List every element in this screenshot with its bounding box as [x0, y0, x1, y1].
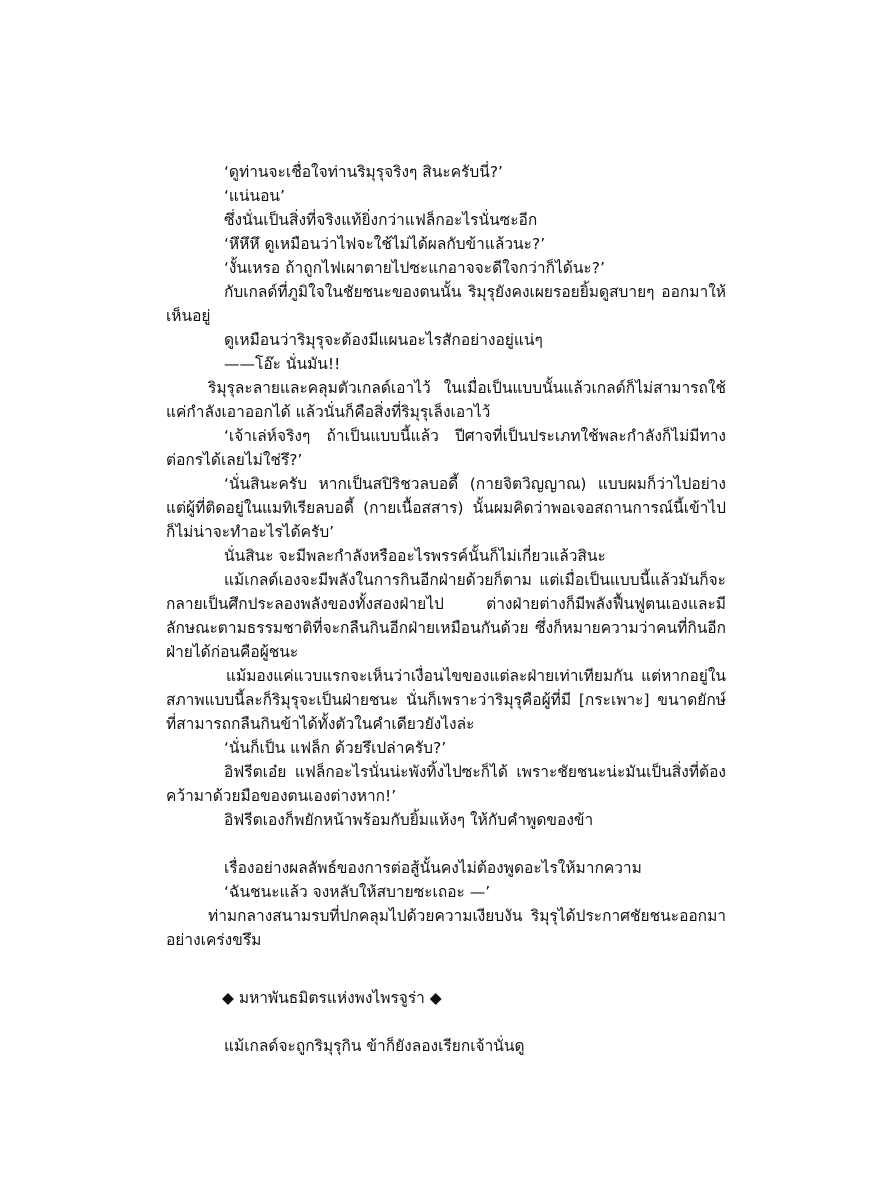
section-heading: ◆ มหาพันธมิตรแห่งพงไพรจูร่า ◆ [222, 989, 442, 1007]
narration-line: ดูเหมือนว่าริมุรุจะต้องมีแผนอะไรสักอย่างอยู่แน่ๆ [224, 331, 543, 349]
narration-line: เรื่องอย่างผลลัพธ์ของการต่อสู้นั้นคงไม่ต้องพูดอะไรให้มากความ [224, 859, 642, 877]
narration-line: กับเกลด์ที่ภูมิใจในชัยชนะของตนนั้น ริมุรุยังคงเผยรอยยิ้มดูสบายๆ ออกมาให้เห็นอยู่ [166, 283, 726, 325]
section-spacer [166, 952, 726, 986]
narration-line: อิฟรีตเองก็พยักหน้าพร้อมกับยิ้มแห้งๆ ให้กับคำพูดของข้า [224, 811, 594, 829]
dialogue-line: ‘หึหึหึ ดูเหมือนว่าไฟจะใช้ไม่ได้ผลกับข้าแล้วนะ?’ [224, 235, 546, 253]
dialogue-line: ‘แน่นอน’ [224, 187, 285, 205]
section-spacer [166, 1010, 726, 1034]
narration-line: ซึ่งนั่นเป็นสิ่งที่จริงแท้ยิ่งกว่าแฟล็กอะไรนั่นซะอีก [224, 211, 538, 229]
dialogue-line: ‘ฉันชนะแล้ว จงหลับให้สบายซะเถอะ —’ [224, 883, 491, 901]
narration-paragraph: แม้เกลด์เองจะมีพลังในการกินอีกฝ่ายด้วยก็ตาม แต่เมื่อเป็นแบบนี้แล้วมันก็จะกลายเป็นศึกประลองพลังของทั้งสองฝ่ายไป ต่างฝ่ายต่างก็มีพลังฟื้นฟูตนเองและมีลักษณะตามธรรมชาติที่จะกลืนกินอีกฝ่ายเหมือนกันด้วย ซึ่งก็หมายความว่าคนที่กินอีกฝ่ายได้ก่อนคือผู้ชนะ [166, 571, 726, 661]
narration-line: นั่นสินะ จะมีพละกำลังหรืออะไรพรรค์นั้นก็ไม่เกี่ยวแล้วสินะ [224, 547, 606, 565]
closing-paragraph: แม้เกลด์จะถูกริมุรุกิน ข้าก็ยังลองเรียกเจ้านั่นดู [224, 1037, 525, 1055]
narration-paragraph: อิฟรีตเอ๋ย แฟล็กอะไรนั่นน่ะพังทิ้งไปซะก็ได้ เพราะชัยชนะน่ะมันเป็นสิ่งที่ต้องคว้ามาด้วยมือของตนเองต่างหาก!’ [166, 763, 726, 805]
document-body [166, 160, 726, 1058]
dialogue-line: ‘นั่นก็เป็น แฟล็ก ด้วยรึเปล่าครับ?’ [224, 739, 447, 757]
dialogue-paragraph: ‘เจ้าเล่ห์จริงๆ ถ้าเป็นแบบนี้แล้ว ปีศาจที่เป็นประเภทใช้พละกำลังก็ไม่มีทางต่อกรได้เลยไม่ใช่รึ?’ [166, 427, 726, 469]
narration-paragraph: ริมุรุละลายและคลุมตัวเกลด์เอาไว้ ในเมื่อเป็นแบบนั้นแล้วเกลด์ก็ไม่สามารถใช้แค่กำลังเอาออกได้ แล้วนั่นก็คือสิ่งที่ริมุรุเล็งเอาไว้ [166, 379, 726, 421]
narration-line: ——โอ๊ะ นั่นมัน!! [224, 355, 341, 373]
narration-paragraph: แม้มองแค่แวบแรกจะเห็นว่าเงื่อนไขของแต่ละฝ่ายเท่าเทียมกัน แต่หากอยู่ในสภาพแบบนี้ละก็ริมุรุจะเป็นฝ่ายชนะ นั่นก็เพราะว่าริมุรุคือผู้ที่มี [กระเพาะ] ขนาดยักษ์ที่สามารถกลืนกินข้าได้ทั้งตัวในคำเดียวยังไงล่ะ [166, 667, 726, 733]
paragraph-spacer [166, 832, 726, 856]
dialogue-line: ‘ดูท่านจะเชื่อใจท่านริมุรุจริงๆ สินะครับนี่?’ [224, 163, 503, 181]
narration-paragraph: ท่ามกลางสนามรบที่ปกคลุมไปด้วยความเงียบงัน ริมุรุได้ประกาศชัยชนะออกมาอย่างเคร่งขรึม [166, 907, 726, 949]
dialogue-paragraph: ‘นั่นสินะครับ หากเป็นสปิริชวลบอดี้ (กายจิตวิญญาณ) แบบผมก็ว่าไปอย่าง แต่ผู้ที่ติดอยู่ในแมทิเรียลบอดี้ (กายเนื้อสสาร) นั้นผมคิดว่าพอเจอสถานการณ์นี้เข้าไปก็ไม่น่าจะทำอะไรได้ครับ’ [166, 475, 726, 541]
dialogue-line: ‘งั้นเหรอ ถ้าถูกไฟเผาตายไปซะแกอาจจะดีใจกว่าก็ได้นะ?’ [224, 259, 605, 277]
